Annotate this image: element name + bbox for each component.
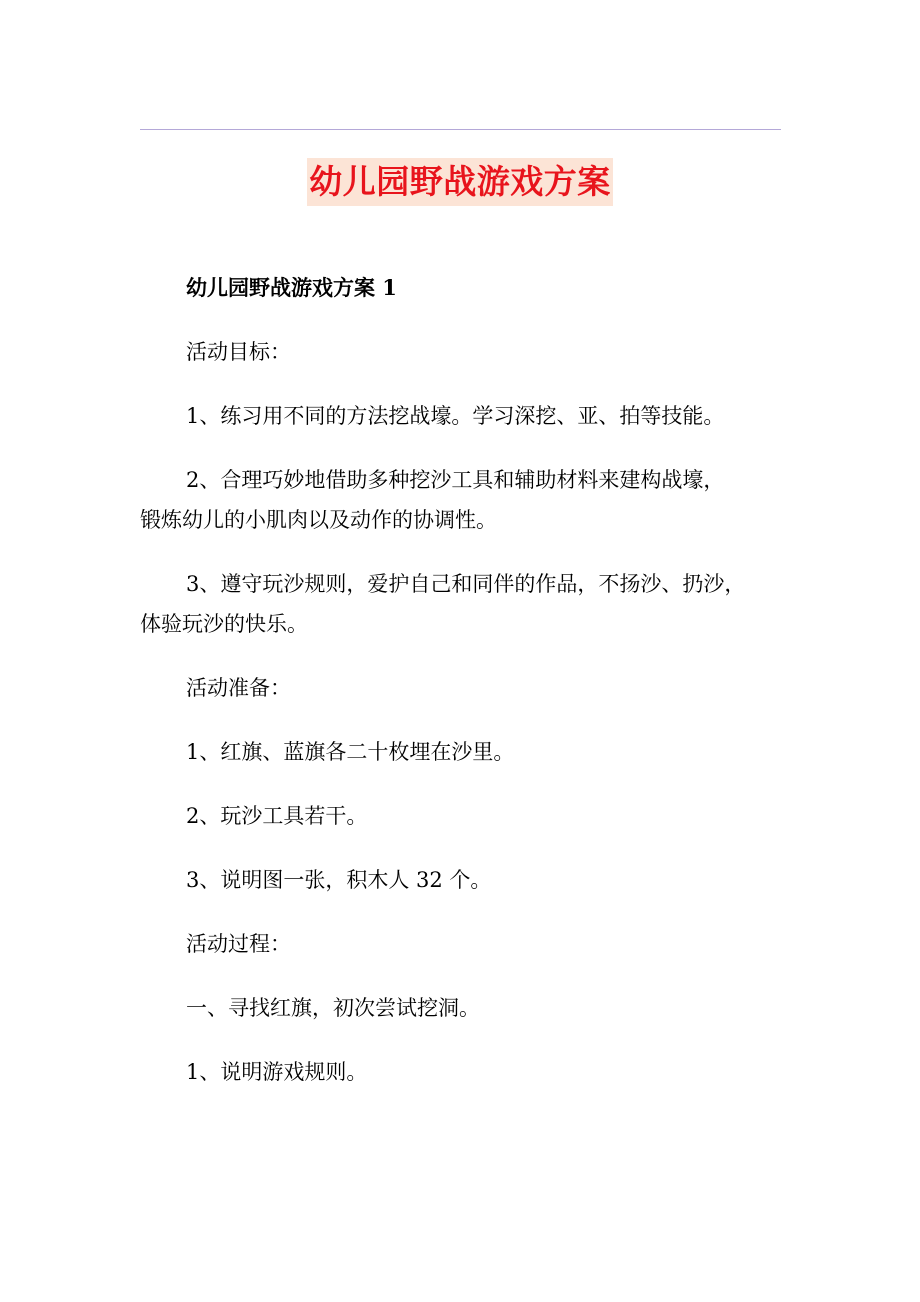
paragraph-prep-3 [140,860,785,900]
paragraph-line: 2、合理巧妙地借助多种挖沙工具和辅助材料来建构战壕， [186,468,725,492]
document-body [140,268,785,1116]
paragraph-line: 活动目标： [186,340,291,364]
paragraph-goal-2 [140,460,785,540]
paragraph-prep-2 [140,796,785,836]
paragraph-line: 一、寻找红旗，初次尝试挖洞。 [186,996,480,1020]
paragraph-line: 1、说明游戏规则。 [186,1060,368,1084]
paragraph-goal-1 [140,396,785,436]
header-divider [140,129,781,130]
paragraph-prep-1 [140,732,785,772]
paragraph-goal-heading [140,332,785,372]
paragraph-goal-3 [140,564,785,644]
paragraph-line: 活动准备： [186,676,291,700]
paragraph-line: 3、说明图一张，积木人 32 个。 [186,868,492,892]
paragraph-prep-heading [140,668,785,708]
paragraph-line-continuation: 锻炼幼儿的小肌肉以及动作的协调性。 [140,508,497,532]
paragraph-process-heading [140,924,785,964]
paragraph-line: 1、练习用不同的方法挖战壕。学习深挖、亚、拍等技能。 [186,404,725,428]
paragraph-line: 活动过程： [186,932,291,956]
paragraph-line: 2、玩沙工具若干。 [186,804,368,828]
paragraph-process-step-1-1 [140,1052,785,1092]
title-container [0,158,920,206]
section-heading: 幼儿园野战游戏方案 1 [186,275,397,300]
paragraph-line: 1、红旗、蓝旗各二十枚埋在沙里。 [186,740,515,764]
paragraph-line-continuation: 体验玩沙的快乐。 [140,612,308,636]
paragraph-process-step-1 [140,988,785,1028]
paragraph-line: 3、遵守玩沙规则，爱护自己和同伴的作品，不扬沙、扔沙， [186,572,746,596]
document-title: 幼儿园野战游戏方案 [307,158,613,206]
